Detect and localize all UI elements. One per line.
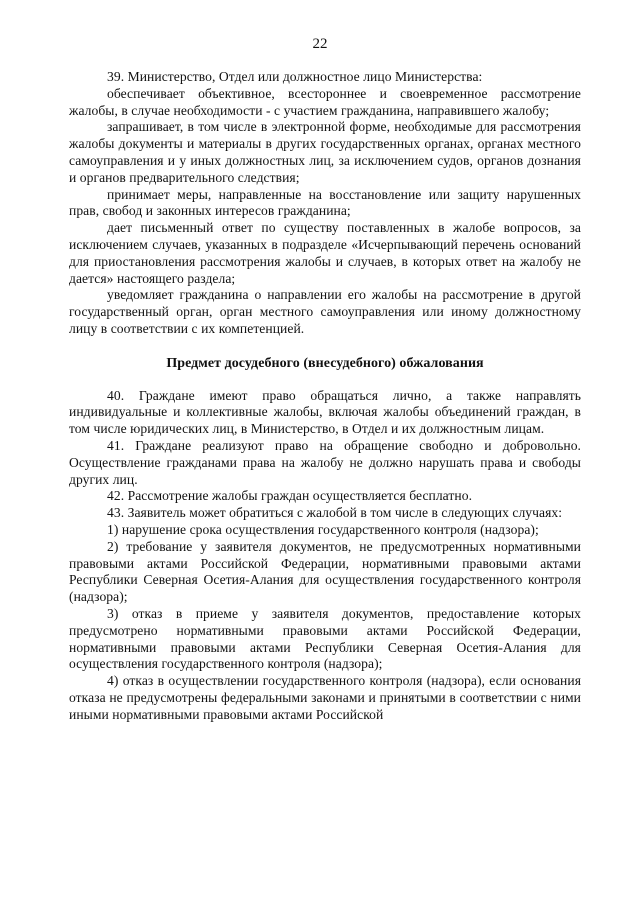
section-heading: Предмет досудебного (внесудебного) обжалования	[166, 355, 484, 371]
paragraph-43-item-4: 4) отказ в осуществлении государственного контроля (надзора), если основания отказа не предусмотрены федеральными законами и принятыми в соответствии с ними иными нормативными правовыми актами Российской	[69, 673, 581, 722]
paragraph-39-item-2: запрашивает, в том числе в электронной форме, необходимые для рассмотрения жалобы документы и материалы в других государственных органах, органах местного самоуправления и у иных должностных лиц, за исключением судов, органов дознания и органов предварительного следствия;	[69, 119, 581, 185]
paragraph-43: 43. Заявитель может обратиться с жалобой в том числе в следующих случаях:	[107, 505, 563, 521]
paragraph-43-item-3: 3) отказ в приеме у заявителя документов, предоставление которых предусмотрено нормативными правовыми актами Российской Федерации, нормативными правовыми актами Республики Северная Осетия-Алания для осуществления государственного контроля (надзора);	[69, 605, 581, 672]
paragraph-41: 41. Граждане реализуют право на обращение свободно и добровольно. Осуществление гражданами права на жалобу не должно нарушать права и свободы других лиц.	[69, 437, 581, 487]
paragraph-43-item-2: 2) требование у заявителя документов, не предусмотренных нормативными правовыми актами Российской Федерации, нормативными правовыми актами Республики Северная Осетия-Алания для осуществления государственного контроля (надзора);	[69, 538, 581, 605]
paragraph-39-item-1: обеспечивает объективное, всестороннее и своевременное рассмотрение жалобы, в случае необходимости - с участием гражданина, направившего жалобу;	[69, 85, 581, 118]
paragraph-39-item-5: уведомляет гражданина о направлении его жалобы на рассмотрение в другой государственный орган, орган местного самоуправления или иному должностному лицу в соответствии с их компетенцией.	[69, 287, 581, 336]
paragraph-39-item-4: дает письменный ответ по существу поставленных в жалобе вопросов, за исключением случаев, указанных в подразделе «Исчерпывающий перечень оснований для приостановления рассмотрения жалобы и случаев, в которых ответ на жалобу не дается» настоящего раздела;	[69, 220, 581, 286]
paragraph-43-item-1: 1) нарушение срока осуществления государственного контроля (надзора);	[107, 521, 539, 537]
paragraph-42: 42. Рассмотрение жалобы граждан осуществляется бесплатно.	[107, 488, 473, 504]
paragraph-39-item-3: принимает меры, направленные на восстановление или защиту нарушенных прав, свобод и законных интересов гражданина;	[69, 186, 581, 219]
paragraph-40: 40. Граждане имеют право обращаться лично, а также направлять индивидуальные и коллективные жалобы, включая жалобы объединений граждан, в том числе юридических лиц, в Министерство, в Отдел и их должностным лицам.	[69, 387, 581, 437]
document-body	[69, 69, 581, 723]
paragraph-39-intro: 39. Министерство, Отдел или должностное лицо Министерства:	[107, 69, 483, 84]
page-number: 22	[312, 36, 328, 52]
